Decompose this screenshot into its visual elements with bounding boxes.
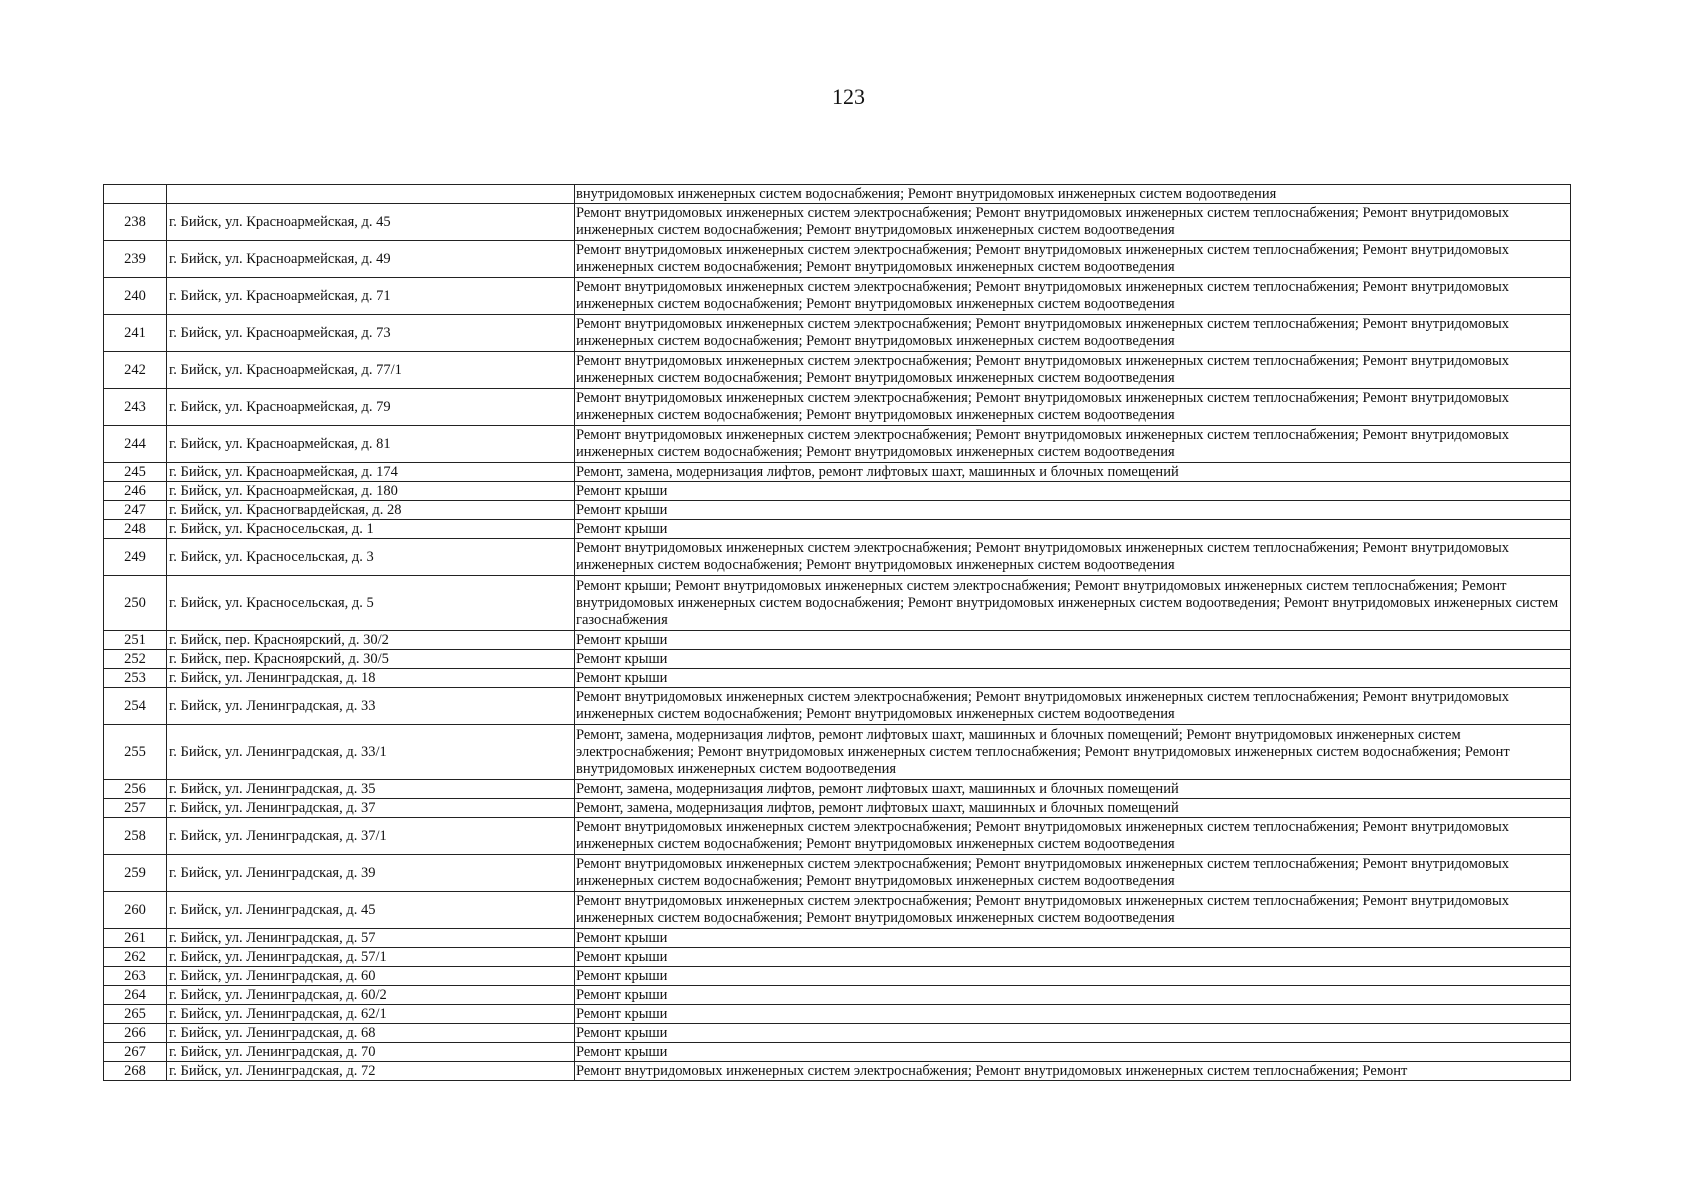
work-type-cell: Ремонт крыши; Ремонт внутридомовых инженерных систем электроснабжения; Ремонт внутридомовых инженерных систем теплоснабжения; Ремонт внутридомовых инженерных систем водоснабжения; Ремонт внутридомовых инженерных систем водоотведения; Ремонт внутридомовых инженерных систем газоснабжения: [575, 576, 1571, 631]
table-row: [104, 818, 1571, 855]
table-row: [104, 780, 1571, 799]
address-cell: г. Бийск, ул. Ленинградская, д. 57: [167, 929, 575, 948]
table-row: [104, 482, 1571, 501]
table-row: [104, 576, 1571, 631]
address-cell: г. Бийск, ул. Ленинградская, д. 60: [167, 967, 575, 986]
row-number-cell: 248: [104, 520, 167, 539]
address-cell: [167, 185, 575, 204]
table-row: [104, 501, 1571, 520]
address-cell: г. Бийск, ул. Красноармейская, д. 180: [167, 482, 575, 501]
table-row: [104, 986, 1571, 1005]
table-row: [104, 669, 1571, 688]
address-cell: г. Бийск, ул. Ленинградская, д. 57/1: [167, 948, 575, 967]
address-cell: г. Бийск, пер. Красноярский, д. 30/2: [167, 631, 575, 650]
table-row: [104, 1005, 1571, 1024]
work-type-cell: Ремонт внутридомовых инженерных систем электроснабжения; Ремонт внутридомовых инженерных систем теплоснабжения; Ремонт внутридомовых инженерных систем водоснабжения; Ремонт внутридомовых инженерных систем водоотведения: [575, 818, 1571, 855]
work-type-cell: Ремонт внутридомовых инженерных систем электроснабжения; Ремонт внутридомовых инженерных систем теплоснабжения; Ремонт внутридомовых инженерных систем водоснабжения; Ремонт внутридомовых инженерных систем водоотведения: [575, 892, 1571, 929]
row-number-cell: [104, 185, 167, 204]
row-number-cell: 246: [104, 482, 167, 501]
table-row: [104, 241, 1571, 278]
work-type-cell: Ремонт, замена, модернизация лифтов, ремонт лифтовых шахт, машинных и блочных помещений: [575, 463, 1571, 482]
table-row: [104, 967, 1571, 986]
table-row: [104, 688, 1571, 725]
work-type-cell: Ремонт, замена, модернизация лифтов, ремонт лифтовых шахт, машинных и блочных помещений: [575, 780, 1571, 799]
row-number-cell: 253: [104, 669, 167, 688]
page-number: 123: [832, 84, 865, 109]
table-row: [104, 1024, 1571, 1043]
address-cell: г. Бийск, пер. Красноярский, д. 30/5: [167, 650, 575, 669]
table-row: [104, 631, 1571, 650]
table-row: [104, 650, 1571, 669]
work-type-cell: Ремонт крыши: [575, 650, 1571, 669]
table-row: [104, 315, 1571, 352]
row-number-cell: 247: [104, 501, 167, 520]
row-number-cell: 258: [104, 818, 167, 855]
work-type-cell: Ремонт внутридомовых инженерных систем электроснабжения; Ремонт внутридомовых инженерных систем теплоснабжения; Ремонт внутридомовых инженерных систем водоснабжения; Ремонт внутридомовых инженерных систем водоотведения: [575, 688, 1571, 725]
work-type-cell: Ремонт внутридомовых инженерных систем электроснабжения; Ремонт внутридомовых инженерных систем теплоснабжения; Ремонт внутридомовых инженерных систем водоснабжения; Ремонт внутридомовых инженерных систем водоотведения: [575, 352, 1571, 389]
table-row: [104, 929, 1571, 948]
address-cell: г. Бийск, ул. Ленинградская, д. 68: [167, 1024, 575, 1043]
row-number-cell: 238: [104, 204, 167, 241]
address-cell: г. Бийск, ул. Красноармейская, д. 79: [167, 389, 575, 426]
work-type-cell: Ремонт крыши: [575, 967, 1571, 986]
table-row: [104, 539, 1571, 576]
row-number-cell: 250: [104, 576, 167, 631]
table-row: [104, 185, 1571, 204]
row-number-cell: 260: [104, 892, 167, 929]
row-number-cell: 249: [104, 539, 167, 576]
row-number-cell: 264: [104, 986, 167, 1005]
work-type-cell: Ремонт внутридомовых инженерных систем электроснабжения; Ремонт внутридомовых инженерных систем теплоснабжения; Ремонт внутридомовых инженерных систем водоснабжения; Ремонт внутридомовых инженерных систем водоотведения: [575, 241, 1571, 278]
row-number-cell: 243: [104, 389, 167, 426]
row-number-cell: 254: [104, 688, 167, 725]
table-row: [104, 855, 1571, 892]
row-number-cell: 241: [104, 315, 167, 352]
work-type-cell: Ремонт крыши: [575, 1024, 1571, 1043]
work-type-cell: Ремонт внутридомовых инженерных систем электроснабжения; Ремонт внутридомовых инженерных систем теплоснабжения; Ремонт внутридомовых инженерных систем водоснабжения; Ремонт внутридомовых инженерных систем водоотведения: [575, 278, 1571, 315]
address-cell: г. Бийск, ул. Ленинградская, д. 62/1: [167, 1005, 575, 1024]
work-type-cell: Ремонт, замена, модернизация лифтов, ремонт лифтовых шахт, машинных и блочных помещений; Ремонт внутридомовых инженерных систем электроснабжения; Ремонт внутридомовых инженерных систем теплоснабжения; Ремонт внутридомовых инженерных систем водоснабжения; Ремонт внутридомовых инженерных систем водоотведения: [575, 725, 1571, 780]
row-number-cell: 252: [104, 650, 167, 669]
repair-program-table: [103, 184, 1571, 1081]
work-type-cell: Ремонт внутридомовых инженерных систем электроснабжения; Ремонт внутридомовых инженерных систем теплоснабжения; Ремонт внутридомовых инженерных систем водоснабжения; Ремонт внутридомовых инженерных систем водоотведения: [575, 315, 1571, 352]
address-cell: г. Бийск, ул. Ленинградская, д. 60/2: [167, 986, 575, 1005]
table-body: [104, 185, 1571, 1081]
work-type-cell: Ремонт внутридомовых инженерных систем электроснабжения; Ремонт внутридомовых инженерных систем теплоснабжения; Ремонт внутридомовых инженерных систем водоснабжения; Ремонт внутридомовых инженерных систем водоотведения: [575, 855, 1571, 892]
work-type-cell: Ремонт крыши: [575, 520, 1571, 539]
row-number-cell: 263: [104, 967, 167, 986]
work-type-cell: Ремонт внутридомовых инженерных систем электроснабжения; Ремонт внутридомовых инженерных систем теплоснабжения; Ремонт: [575, 1062, 1571, 1081]
address-cell: г. Бийск, ул. Красногвардейская, д. 28: [167, 501, 575, 520]
address-cell: г. Бийск, ул. Красноармейская, д. 81: [167, 426, 575, 463]
work-type-cell: Ремонт крыши: [575, 948, 1571, 967]
table-row: [104, 204, 1571, 241]
row-number-cell: 255: [104, 725, 167, 780]
work-type-cell: Ремонт внутридомовых инженерных систем электроснабжения; Ремонт внутридомовых инженерных систем теплоснабжения; Ремонт внутридомовых инженерных систем водоснабжения; Ремонт внутридомовых инженерных систем водоотведения: [575, 539, 1571, 576]
work-type-cell: Ремонт крыши: [575, 929, 1571, 948]
table-row: [104, 463, 1571, 482]
row-number-cell: 265: [104, 1005, 167, 1024]
address-cell: г. Бийск, ул. Красносельская, д. 5: [167, 576, 575, 631]
address-cell: г. Бийск, ул. Ленинградская, д. 33/1: [167, 725, 575, 780]
row-number-cell: 256: [104, 780, 167, 799]
work-type-cell: Ремонт крыши: [575, 501, 1571, 520]
address-cell: г. Бийск, ул. Красноармейская, д. 73: [167, 315, 575, 352]
address-cell: г. Бийск, ул. Красноармейская, д. 77/1: [167, 352, 575, 389]
work-type-cell: Ремонт крыши: [575, 1005, 1571, 1024]
address-cell: г. Бийск, ул. Ленинградская, д. 37: [167, 799, 575, 818]
address-cell: г. Бийск, ул. Ленинградская, д. 18: [167, 669, 575, 688]
row-number-cell: 242: [104, 352, 167, 389]
work-type-cell: внутридомовых инженерных систем водоснабжения; Ремонт внутридомовых инженерных систем водоотведения: [575, 185, 1571, 204]
address-cell: г. Бийск, ул. Ленинградская, д. 39: [167, 855, 575, 892]
row-number-cell: 259: [104, 855, 167, 892]
work-type-cell: Ремонт крыши: [575, 482, 1571, 501]
table-row: [104, 278, 1571, 315]
table-row: [104, 948, 1571, 967]
work-type-cell: Ремонт крыши: [575, 1043, 1571, 1062]
address-cell: г. Бийск, ул. Ленинградская, д. 70: [167, 1043, 575, 1062]
address-cell: г. Бийск, ул. Красноармейская, д. 71: [167, 278, 575, 315]
table-row: [104, 799, 1571, 818]
table-row: [104, 352, 1571, 389]
table-row: [104, 725, 1571, 780]
row-number-cell: 261: [104, 929, 167, 948]
table-row: [104, 520, 1571, 539]
work-type-cell: Ремонт крыши: [575, 669, 1571, 688]
work-type-cell: Ремонт крыши: [575, 986, 1571, 1005]
row-number-cell: 240: [104, 278, 167, 315]
table-row: [104, 426, 1571, 463]
row-number-cell: 244: [104, 426, 167, 463]
table-row: [104, 1043, 1571, 1062]
address-cell: г. Бийск, ул. Ленинградская, д. 72: [167, 1062, 575, 1081]
work-type-cell: Ремонт, замена, модернизация лифтов, ремонт лифтовых шахт, машинных и блочных помещений: [575, 799, 1571, 818]
address-cell: г. Бийск, ул. Ленинградская, д. 33: [167, 688, 575, 725]
address-cell: г. Бийск, ул. Красноармейская, д. 174: [167, 463, 575, 482]
address-cell: г. Бийск, ул. Красноармейская, д. 45: [167, 204, 575, 241]
address-cell: г. Бийск, ул. Красносельская, д. 3: [167, 539, 575, 576]
address-cell: г. Бийск, ул. Ленинградская, д. 35: [167, 780, 575, 799]
work-type-cell: Ремонт внутридомовых инженерных систем электроснабжения; Ремонт внутридомовых инженерных систем теплоснабжения; Ремонт внутридомовых инженерных систем водоснабжения; Ремонт внутридомовых инженерных систем водоотведения: [575, 389, 1571, 426]
table-row: [104, 389, 1571, 426]
work-type-cell: Ремонт крыши: [575, 631, 1571, 650]
row-number-cell: 267: [104, 1043, 167, 1062]
work-type-cell: Ремонт внутридомовых инженерных систем электроснабжения; Ремонт внутридомовых инженерных систем теплоснабжения; Ремонт внутридомовых инженерных систем водоснабжения; Ремонт внутридомовых инженерных систем водоотведения: [575, 426, 1571, 463]
row-number-cell: 268: [104, 1062, 167, 1081]
address-cell: г. Бийск, ул. Красноармейская, д. 49: [167, 241, 575, 278]
row-number-cell: 251: [104, 631, 167, 650]
work-type-cell: Ремонт внутридомовых инженерных систем электроснабжения; Ремонт внутридомовых инженерных систем теплоснабжения; Ремонт внутридомовых инженерных систем водоснабжения; Ремонт внутридомовых инженерных систем водоотведения: [575, 204, 1571, 241]
row-number-cell: 257: [104, 799, 167, 818]
row-number-cell: 266: [104, 1024, 167, 1043]
address-cell: г. Бийск, ул. Красносельская, д. 1: [167, 520, 575, 539]
row-number-cell: 262: [104, 948, 167, 967]
address-cell: г. Бийск, ул. Ленинградская, д. 37/1: [167, 818, 575, 855]
row-number-cell: 239: [104, 241, 167, 278]
table-row: [104, 1062, 1571, 1081]
address-cell: г. Бийск, ул. Ленинградская, д. 45: [167, 892, 575, 929]
row-number-cell: 245: [104, 463, 167, 482]
table-row: [104, 892, 1571, 929]
